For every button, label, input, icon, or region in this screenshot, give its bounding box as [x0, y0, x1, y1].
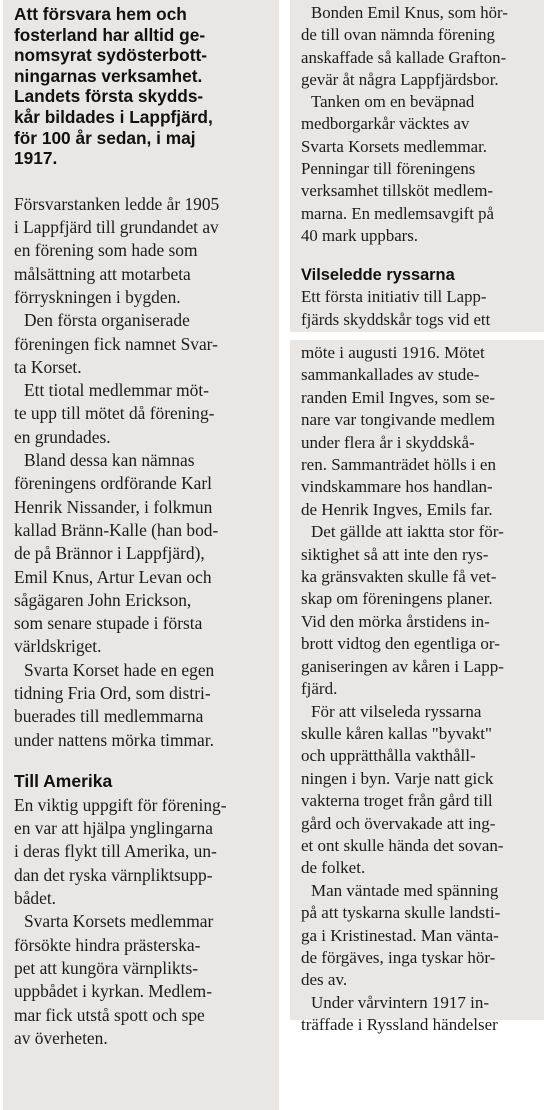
- text-line: de förgäves, inga tyskar hör-: [301, 947, 496, 967]
- text-line: randen Emil Ingves, som se-: [301, 387, 496, 407]
- text-line: vindskammare hos handlan-: [301, 477, 493, 497]
- text-line: Att försvara hem och: [14, 4, 187, 24]
- paragraph: [14, 794, 271, 910]
- text-line: ningen i byn. Varje natt gick: [301, 768, 494, 788]
- text-line: ren. Sammanträdet hölls i en: [301, 455, 496, 475]
- text-line: Bland dessa kan nämnas: [24, 450, 195, 471]
- text-line: kallad Bränn-Kalle (han bod-: [14, 519, 219, 540]
- text-line: i Lappfjärd till grundandet av: [14, 217, 219, 238]
- text-line: tidning Fria Ord, som distri-: [14, 682, 211, 703]
- text-line: ka gränsvakten skulle få vet-: [301, 567, 497, 587]
- text-line: dan det ryska värnpliktsupp-: [14, 864, 213, 885]
- paragraph: [301, 91, 536, 247]
- text-line: nomsyrat sydösterbott-: [14, 45, 208, 66]
- text-line: en förening som hade som: [14, 240, 198, 261]
- body-section-c: [301, 2, 536, 247]
- paragraph: [301, 521, 536, 700]
- text-line: fjärds skyddskår togs vid ett: [301, 309, 491, 329]
- text-line: Den första organiserade: [24, 310, 190, 331]
- text-line: en grundades.: [14, 426, 111, 447]
- text-line: Landets första skydds-: [14, 86, 204, 107]
- text-line: mar fick utstå spott och spe: [14, 1004, 205, 1025]
- text-line: pet att kungöra värnplikts-: [14, 957, 199, 978]
- text-line: de till ovan nämnda förening: [301, 25, 495, 45]
- paragraph: [14, 910, 271, 1050]
- text-line: under nattens mörka timmar.: [14, 729, 214, 750]
- text-line: för 100 år sedan, i maj: [14, 127, 196, 148]
- text-line: vakterna troget från gård till: [301, 791, 493, 811]
- text-line: av överheten.: [14, 1027, 108, 1048]
- text-line: Svarta Korsets medlemmar: [24, 911, 214, 932]
- paragraph: [14, 309, 271, 379]
- text-line: i deras flykt till Amerika, un-: [14, 841, 217, 862]
- text-line: anskaffade så kallade Grafton-: [301, 47, 507, 67]
- text-line: de folket.: [301, 858, 366, 878]
- text-line: Svarta Korsets medlemmar.: [301, 136, 487, 156]
- text-line: Försvarstanken ledde år 1905: [14, 193, 220, 214]
- text-line: uppbådet i kyrkan. Medlem-: [14, 981, 213, 1002]
- body-section-a: [14, 193, 271, 752]
- text-line: verksamhet tillsköt medlem-: [301, 181, 494, 201]
- text-line: föreningens ordförande Karl: [14, 473, 212, 494]
- paragraph: [301, 701, 536, 880]
- text-line: fosterland har alltid ge-: [14, 24, 206, 45]
- article-clipping-right-top: [290, 0, 544, 332]
- text-line: de Henrik Ingves, Emils far.: [301, 499, 493, 519]
- body-section-d: [301, 286, 536, 331]
- text-line: kår bildades i Lappfjärd,: [14, 106, 213, 127]
- text-line: de på Brännor i Lappfjärd),: [14, 543, 205, 564]
- text-line: Man väntade med spänning: [311, 880, 499, 900]
- text-line: Svarta Korset hade en egen: [24, 659, 215, 680]
- text-line: Bonden Emil Knus, som hör-: [311, 3, 508, 22]
- text-line: medborgarkår väcktes av: [301, 114, 470, 134]
- text-line: brott vidtog den egentliga or-: [301, 634, 500, 654]
- paragraph: [301, 992, 536, 1037]
- text-line: skap om föreningens planer.: [301, 589, 493, 609]
- paragraph: [14, 659, 271, 752]
- text-line: För att vilseleda ryssarna: [311, 701, 482, 721]
- text-line: Emil Knus, Artur Levan och: [14, 566, 212, 587]
- text-line: Under vårvintern 1917 in-: [311, 992, 489, 1012]
- text-line: fjärd.: [301, 679, 338, 699]
- body-section-b: [14, 794, 271, 1050]
- text-line: en var att hjälpa ynglingarna: [14, 818, 213, 839]
- paragraph: [301, 286, 536, 331]
- text-line: Ett tiotal medlemmar möt-: [24, 380, 209, 401]
- paragraph: [301, 880, 536, 992]
- text-line: Vid den mörka årstidens in-: [301, 611, 490, 631]
- text-line: buerades till medlemmarna: [14, 706, 204, 727]
- text-line: Penningar till föreningens: [301, 159, 476, 179]
- text-line: ga i Kristinestad. Man vänta-: [301, 925, 499, 945]
- text-line: Ett första initiativ till Lapp-: [301, 287, 487, 307]
- text-line: Tanken om en beväpnad: [311, 92, 475, 112]
- text-line: förryskningen i bygden.: [14, 286, 181, 307]
- article-clipping-right-bottom: [290, 340, 544, 1035]
- text-line: marna. En medlemsavgift på: [301, 203, 494, 223]
- text-line: ningarnas verksamhet.: [14, 65, 203, 86]
- text-line: Det gällde att iaktta stor för-: [311, 522, 504, 542]
- text-line: 1917.: [14, 148, 58, 169]
- text-line: målsättning att motarbeta: [14, 263, 191, 284]
- subhead-till-amerika: Till Amerika: [14, 770, 113, 791]
- text-line: sammankallades av stude-: [301, 365, 480, 385]
- lead-paragraph: [14, 4, 271, 169]
- text-line: möte i augusti 1916. Mötet: [301, 343, 485, 362]
- text-line: ganiseringen av kåren i Lapp-: [301, 656, 504, 676]
- text-line: En viktig uppgift för förening-: [14, 794, 227, 815]
- text-line: te upp till mötet då förening-: [14, 403, 215, 424]
- paragraph: [301, 2, 536, 91]
- text-line: skulle kåren kallas "byvakt": [301, 723, 492, 743]
- text-line: världskriget.: [14, 636, 102, 657]
- text-line: ta Korset.: [14, 356, 82, 377]
- text-line: et ont skulle hända det sovan-: [301, 835, 504, 855]
- text-line: Henrik Nissander, i folkmun: [14, 496, 213, 517]
- paragraph: [14, 193, 271, 309]
- text-line: som senare stupade i första: [14, 613, 203, 634]
- paragraph: [14, 379, 271, 449]
- text-line: bådet.: [14, 888, 57, 909]
- text-line: träffade i Ryssland händelser: [301, 1015, 498, 1035]
- text-line: på att tyskarna skulle landsti-: [301, 903, 501, 923]
- paragraph: [301, 342, 536, 521]
- paragraph: [14, 449, 271, 659]
- text-line: försökte hindra prästerska-: [14, 934, 201, 955]
- text-line: nare var tongivande medlem: [301, 410, 496, 430]
- subhead-vilseledde-ryssarna: Vilseledde ryssarna: [301, 266, 455, 285]
- text-line: 40 mark uppbars.: [301, 225, 418, 245]
- text-line: des av.: [301, 970, 348, 990]
- text-line: siktighet så att inte den rys-: [301, 544, 489, 564]
- text-line: och upprätthålla vakthåll-: [301, 746, 476, 766]
- text-line: föreningen fick namnet Svar-: [14, 333, 218, 354]
- text-line: under flera år i skyddskå-: [301, 432, 475, 452]
- text-line: gevär åt några Lappfjärdsbor.: [301, 69, 499, 89]
- body-section-e: [301, 342, 536, 1037]
- text-line: sågägaren John Erickson,: [14, 589, 192, 610]
- text-line: gård och övervakade att ing-: [301, 813, 496, 833]
- article-clipping-left: [3, 0, 279, 1110]
